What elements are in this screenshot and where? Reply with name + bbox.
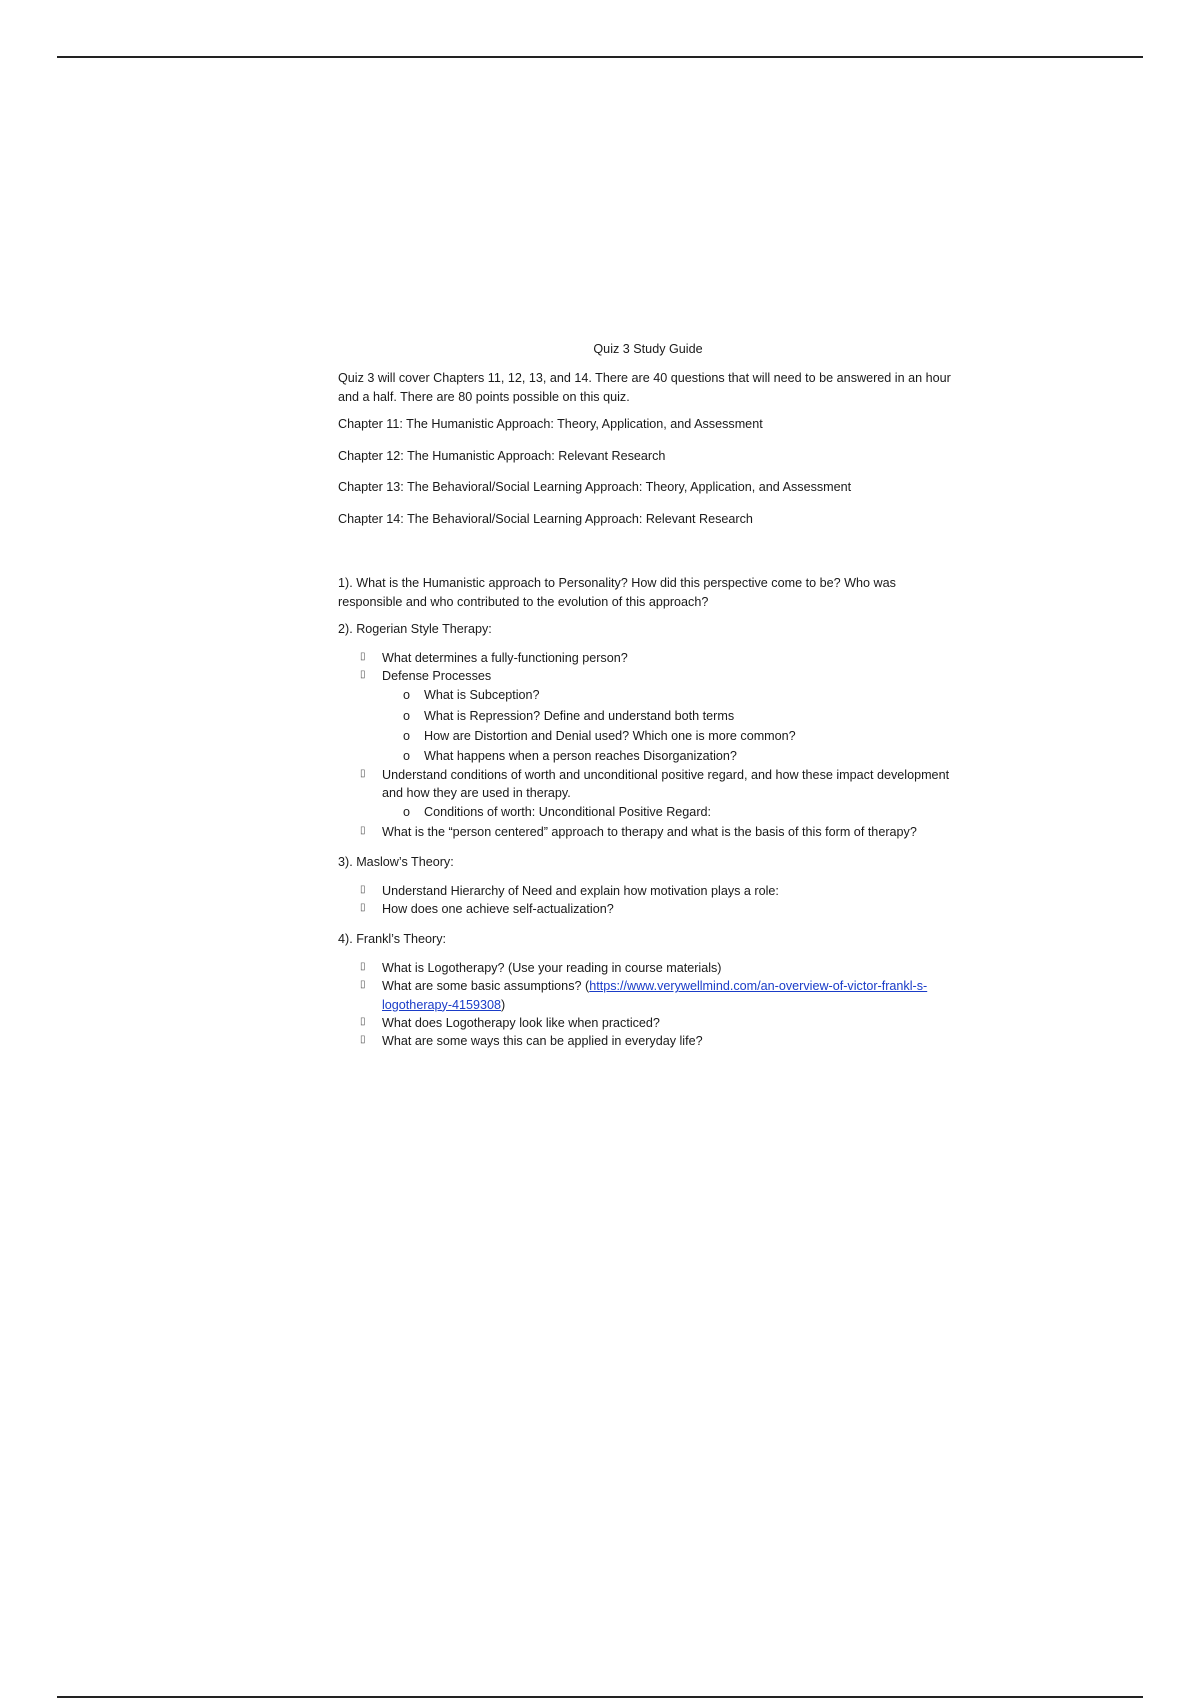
list-item-text: Defense Processes: [382, 669, 492, 684]
list-item: [338, 766, 958, 823]
sub-list-item: o Conditions of worth: Unconditional Positive Regard:: [382, 802, 958, 822]
list-item-text: What determines a fully-functioning person?: [382, 650, 628, 665]
bottom-rule: [57, 1696, 1143, 1698]
bullet-icon: ▯: [360, 902, 366, 913]
bullet-icon: ▯: [360, 961, 366, 973]
list-item-text: Understand conditions of worth and unconditional positive regard, and how these impact development and how they are used in therapy.: [382, 767, 950, 801]
sub-list-item: o What is Subception?: [382, 685, 958, 705]
list-item: [338, 667, 958, 766]
sub-bullet-icon: o: [403, 805, 411, 820]
sub-list: [382, 802, 958, 822]
question-3-list: [338, 882, 958, 919]
list-item-text: What are some ways this can be applied in everyday life?: [382, 1034, 703, 1049]
list-item-text: How does one achieve self-actualization?: [382, 902, 614, 916]
list-item: [338, 823, 958, 841]
logotherapy-article-link[interactable]: https://www.verywellmind.com/an-overview-of-victor-frankl-s-logotherapy-4159308: [382, 979, 928, 1012]
list-item-text: What are some basic assumptions? (: [382, 979, 590, 994]
sub-bullet-icon: o: [403, 728, 411, 743]
list-item-text: What is the “person centered” approach to therapy and what is the basis of this form of therapy?: [382, 824, 917, 839]
document-page: [338, 340, 958, 1062]
bullet-icon: ▯: [360, 669, 366, 681]
bullet-icon: ▯: [360, 824, 366, 836]
sub-list-item: o What is Repression? Define and understand both terms: [382, 706, 958, 726]
question-3-heading: 3). Maslow’s Theory:: [338, 854, 454, 869]
list-item-text: Understand Hierarchy of Need and explain how motivation plays a role:: [382, 883, 779, 898]
list-item: [338, 649, 958, 667]
bullet-icon: ▯: [360, 979, 366, 991]
question-1: 1). What is the Humanistic approach to Personality? How did this perspective come to be? Who was responsible and who contributed to the evolution of this approach?: [338, 576, 896, 610]
bullet-icon: ▯: [360, 767, 366, 779]
sub-bullet-icon: o: [403, 688, 411, 703]
bullet-icon: ▯: [360, 650, 366, 662]
question-2-list: [338, 649, 958, 841]
list-item: [338, 900, 958, 918]
chapter-13: Chapter 13: The Behavioral/Social Learning Approach: Theory, Application, and Assessment: [338, 480, 852, 495]
bullet-icon: ▯: [360, 1015, 366, 1027]
intro-paragraph: Quiz 3 will cover Chapters 11, 12, 13, and 14. There are 40 questions that will need to be answered in an hour and a half. There are 80 points possible on this quiz.: [338, 370, 951, 404]
sub-bullet-icon: o: [403, 748, 411, 763]
question-4-list: [338, 959, 958, 1050]
sub-list-item: o What happens when a person reaches Disorganization?: [382, 746, 958, 766]
chapter-11: Chapter 11: The Humanistic Approach: Theory, Application, and Assessment: [338, 416, 763, 431]
list-item: [338, 1014, 958, 1032]
chapter-12: Chapter 12: The Humanistic Approach: Relevant Research: [338, 448, 666, 463]
sub-list: [382, 685, 958, 766]
bullet-icon: ▯: [360, 1034, 366, 1046]
list-item: [338, 959, 958, 977]
list-item: [338, 1032, 958, 1050]
question-2-heading: 2). Rogerian Style Therapy:: [338, 622, 492, 637]
list-item-text: What does Logotherapy look like when practiced?: [382, 1015, 660, 1030]
list-item: [338, 882, 958, 900]
top-rule: [57, 56, 1143, 58]
document-title: Quiz 3 Study Guide: [593, 342, 703, 356]
sub-bullet-icon: o: [403, 708, 411, 723]
chapter-14: Chapter 14: The Behavioral/Social Learning Approach: Relevant Research: [338, 512, 753, 527]
bullet-icon: ▯: [360, 883, 366, 895]
sub-list-item: o How are Distortion and Denial used? Which one is more common?: [382, 726, 958, 746]
question-4-heading: 4). Frankl’s Theory:: [338, 932, 447, 947]
list-item-text: What is Logotherapy? (Use your reading in course materials): [382, 961, 722, 976]
list-item: ▯ What are some basic assumptions? (https://www.verywellmind.com/an-overview-of-victor-frankl-s-logotherapy-4159308): [360, 979, 928, 1012]
